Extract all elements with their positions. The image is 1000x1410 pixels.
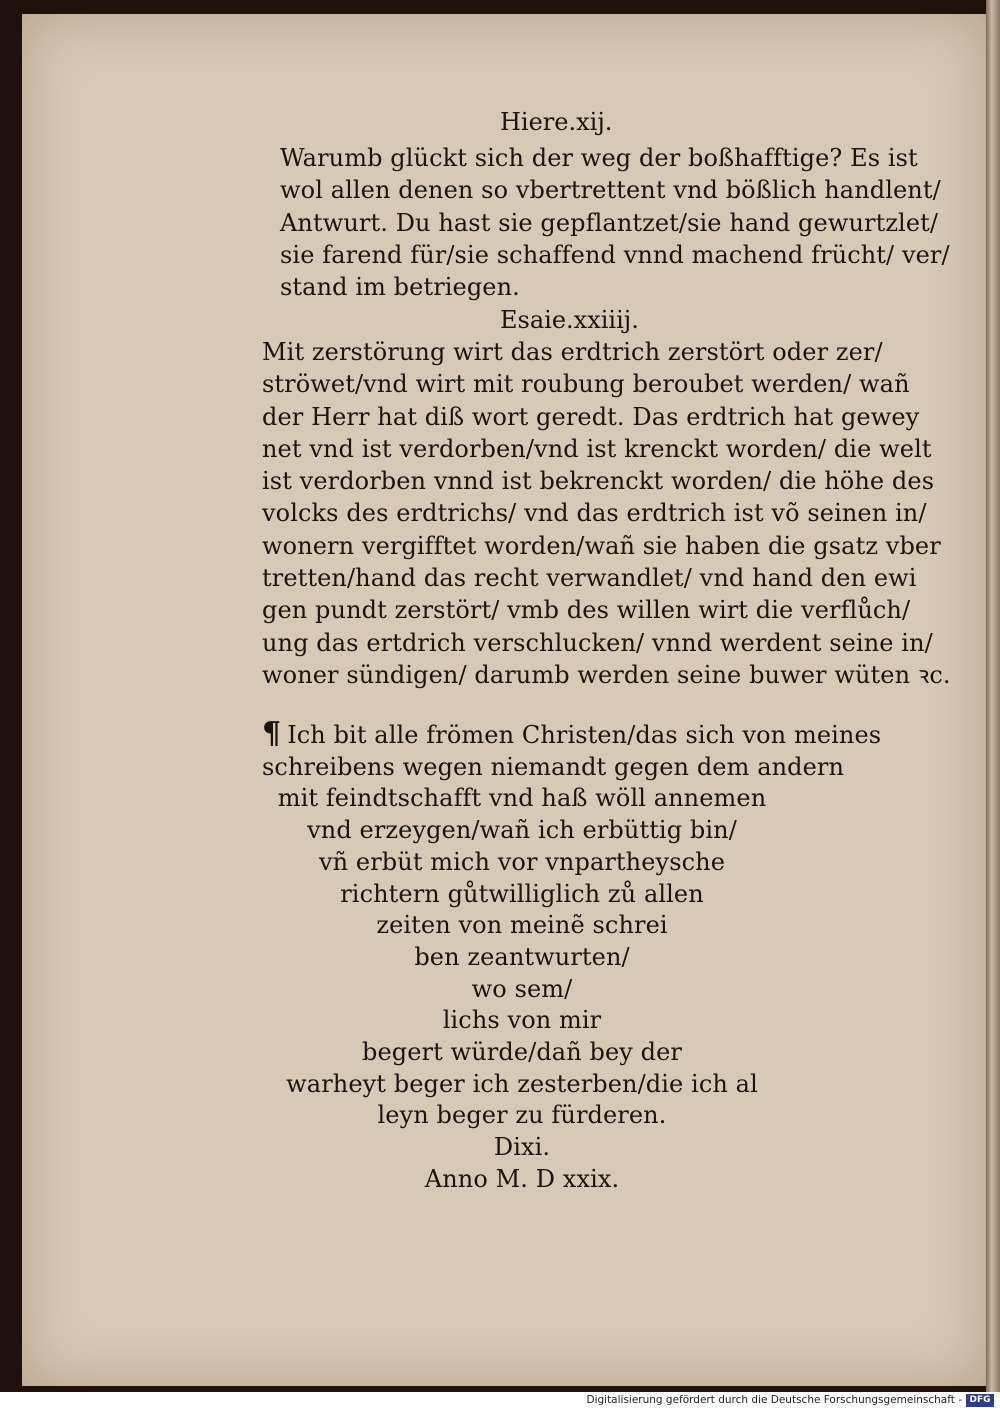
text-line: ben zeantwurten/ (414, 942, 630, 971)
text-line: woner sündigen/ darumb werden seine buwer wüten ꝛc. (262, 660, 951, 689)
text-line: Warumb glückt sich der weg der boßhafftige? Es ist (280, 144, 918, 172)
paragraph-hiere (280, 142, 950, 303)
heading-esaie: Esaie.xxiiij. (500, 306, 639, 334)
closing-first-line: Ich bit alle frömen Christen/das sich von meines (287, 721, 882, 749)
text-line: wonern vergifftet worden/wañ sie haben die gsatz vber (262, 531, 941, 560)
text-line: sie farend für/sie schaffend vnnd machend frücht/ ver/ (280, 240, 950, 269)
text-line: vñ erbüt mich vor vnpartheysche (318, 847, 726, 876)
paragraph-esaie (262, 336, 951, 691)
text-line: lichs von mir (442, 1006, 602, 1035)
funding-notice: Digitalisierung gefördert durch die Deutsche Forschungsgemeinschaft - (586, 1394, 962, 1406)
text-line: volcks des erdtrichs/ vnd das erdtrich ist võ seinen in/ (262, 499, 927, 528)
book-edge (986, 0, 1000, 1392)
dfg-logo: DFG (966, 1394, 994, 1407)
text-line: Antwurt. Du hast sie gepflantzet/sie hand gewurtzlet/ (280, 208, 939, 237)
text-line: wol allen denen so vbertrettent vnd bößlich handlent/ (280, 176, 941, 205)
date-line: Anno M. D xxix. (424, 1164, 620, 1193)
footer-bar (0, 1392, 1000, 1410)
text-line: mit feindtschafft vnd haß wöll annemen (277, 784, 767, 813)
text-line: ung das ertdrich verschlucken/ vnnd werdent seine in/ (262, 628, 933, 657)
text-line: wo sem/ (471, 974, 573, 1003)
text-line: stand im betriegen. (280, 273, 520, 302)
text-line (262, 716, 882, 752)
dixi-line: Dixi. (493, 1133, 551, 1162)
text-line: ströwet/vnd wirt mit roubung beroubet werden/ wañ (262, 370, 910, 399)
text-line: zeiten von meinẽ schrei (376, 911, 668, 940)
text-line: warheyt beger ich zesterben/die ich al (286, 1069, 758, 1098)
text-line: net vnd ist verdorben/vnd ist krenckt worden/ die welt (262, 434, 932, 463)
text-line: der Herr hat diß wort geredt. Das erdtrich hat gewey (262, 402, 920, 431)
text-line: ist verdorben vnnd ist bekrenckt worden/ die höhe des (262, 467, 935, 496)
text-line: tretten/hand das recht verwandlet/ vnd hand den ewi (262, 564, 917, 593)
pilcrow-icon: ¶ (262, 716, 282, 751)
text-line: vnd erzeygen/wañ ich erbüttig bin/ (307, 816, 737, 845)
text-line: gen pundt zerstört/ vmb des willen wirt die verflůch/ (262, 596, 911, 625)
book-page (22, 14, 986, 1386)
text-line: schreibens wegen niemandt gegen dem andern (262, 752, 845, 781)
heading-hiere: Hiere.xij. (500, 108, 613, 136)
text-line: richtern gůtwilliglich zů allen (340, 879, 704, 908)
text-line: Mit zerstörung wirt das erdtrich zerstört oder zer/ (262, 338, 883, 366)
text-line: leyn beger zu fürderen. (377, 1101, 667, 1130)
text-line: begert würde/dañ bey der (362, 1038, 682, 1067)
closing-statement (262, 716, 882, 1196)
